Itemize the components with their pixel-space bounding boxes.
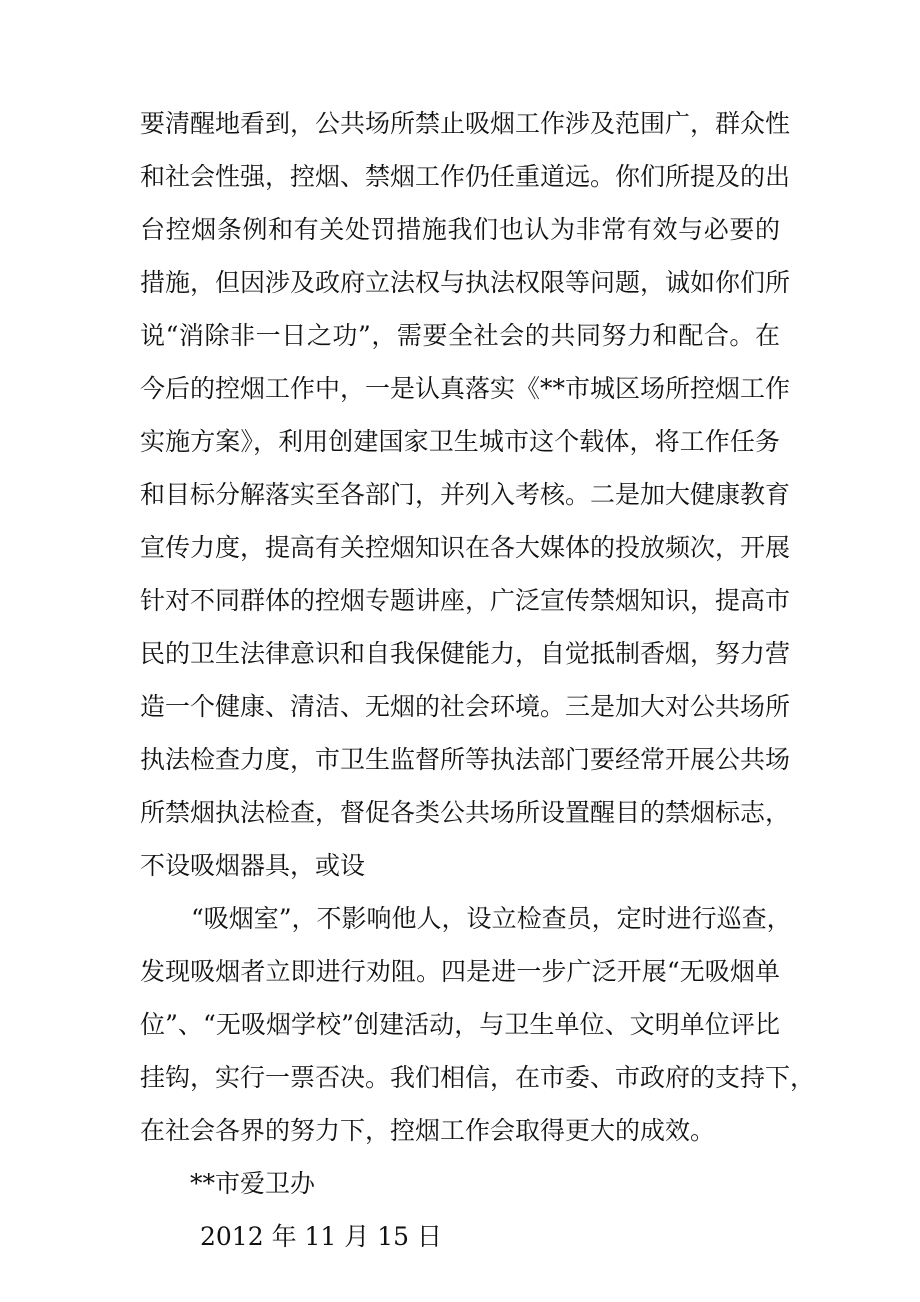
body-line: 不设吸烟器具，或设 xyxy=(140,851,366,880)
body-line: 要清醒地看到，公共场所禁止吸烟工作涉及范围广，群众性 xyxy=(140,109,791,138)
body-line: 在社会各界的努力下，控烟工作会取得更大的成效。 xyxy=(140,1116,716,1145)
body-line: 说“消除非一日之功”，需要全社会的共同努力和配合。在 xyxy=(140,321,780,350)
signature: **市爱卫办 xyxy=(190,1169,316,1198)
body-line: 针对不同群体的控烟专题讲座，广泛宣传禁烟知识，提高市 xyxy=(140,586,791,615)
body-line: 挂钩，实行一票否决。我们相信，在市委、市政府的支持下， xyxy=(140,1063,816,1092)
body-line: 宣传力度，提高有关控烟知识在各大媒体的投放频次，开展 xyxy=(140,533,791,562)
body-line: 造一个健康、清洁、无烟的社会环境。三是加大对公共场所 xyxy=(140,692,791,721)
body-line: 所禁烟执法检查，督促各类公共场所设置醒目的禁烟标志， xyxy=(140,798,791,827)
body-line: 执法检查力度，市卫生监督所等执法部门要经常开展公共场 xyxy=(140,745,791,774)
body-line: 今后的控烟工作中，一是认真落实《**市城区场所控烟工作 xyxy=(140,374,791,403)
date: 2012 年 11 月 15 日 xyxy=(200,1222,442,1251)
body-line: 位”、“无吸烟学校”创建活动，与卫生单位、文明单位评比 xyxy=(140,1010,780,1039)
body-line: 实施方案》，利用创建国家卫生城市这个载体，将工作任务 xyxy=(140,427,780,456)
body-line: “吸烟室”，不影响他人，设立检查员，定时进行巡查， xyxy=(191,904,792,933)
body-line: 和目标分解落实至各部门，并列入考核。二是加大健康教育 xyxy=(140,480,791,509)
body-line: 发现吸烟者立即进行劝阻。四是进一步广泛开展“无吸烟单 xyxy=(140,957,780,986)
body-line: 民的卫生法律意识和自我保健能力，自觉抵制香烟，努力营 xyxy=(140,639,791,668)
body-line: 措施，但因涉及政府立法权与执法权限等问题，诚如你们所 xyxy=(140,268,791,297)
body-line: 台控烟条例和有关处罚措施我们也认为非常有效与必要的 xyxy=(140,215,780,244)
body-line: 和社会性强，控烟、禁烟工作仍任重道远。你们所提及的出 xyxy=(140,162,791,191)
